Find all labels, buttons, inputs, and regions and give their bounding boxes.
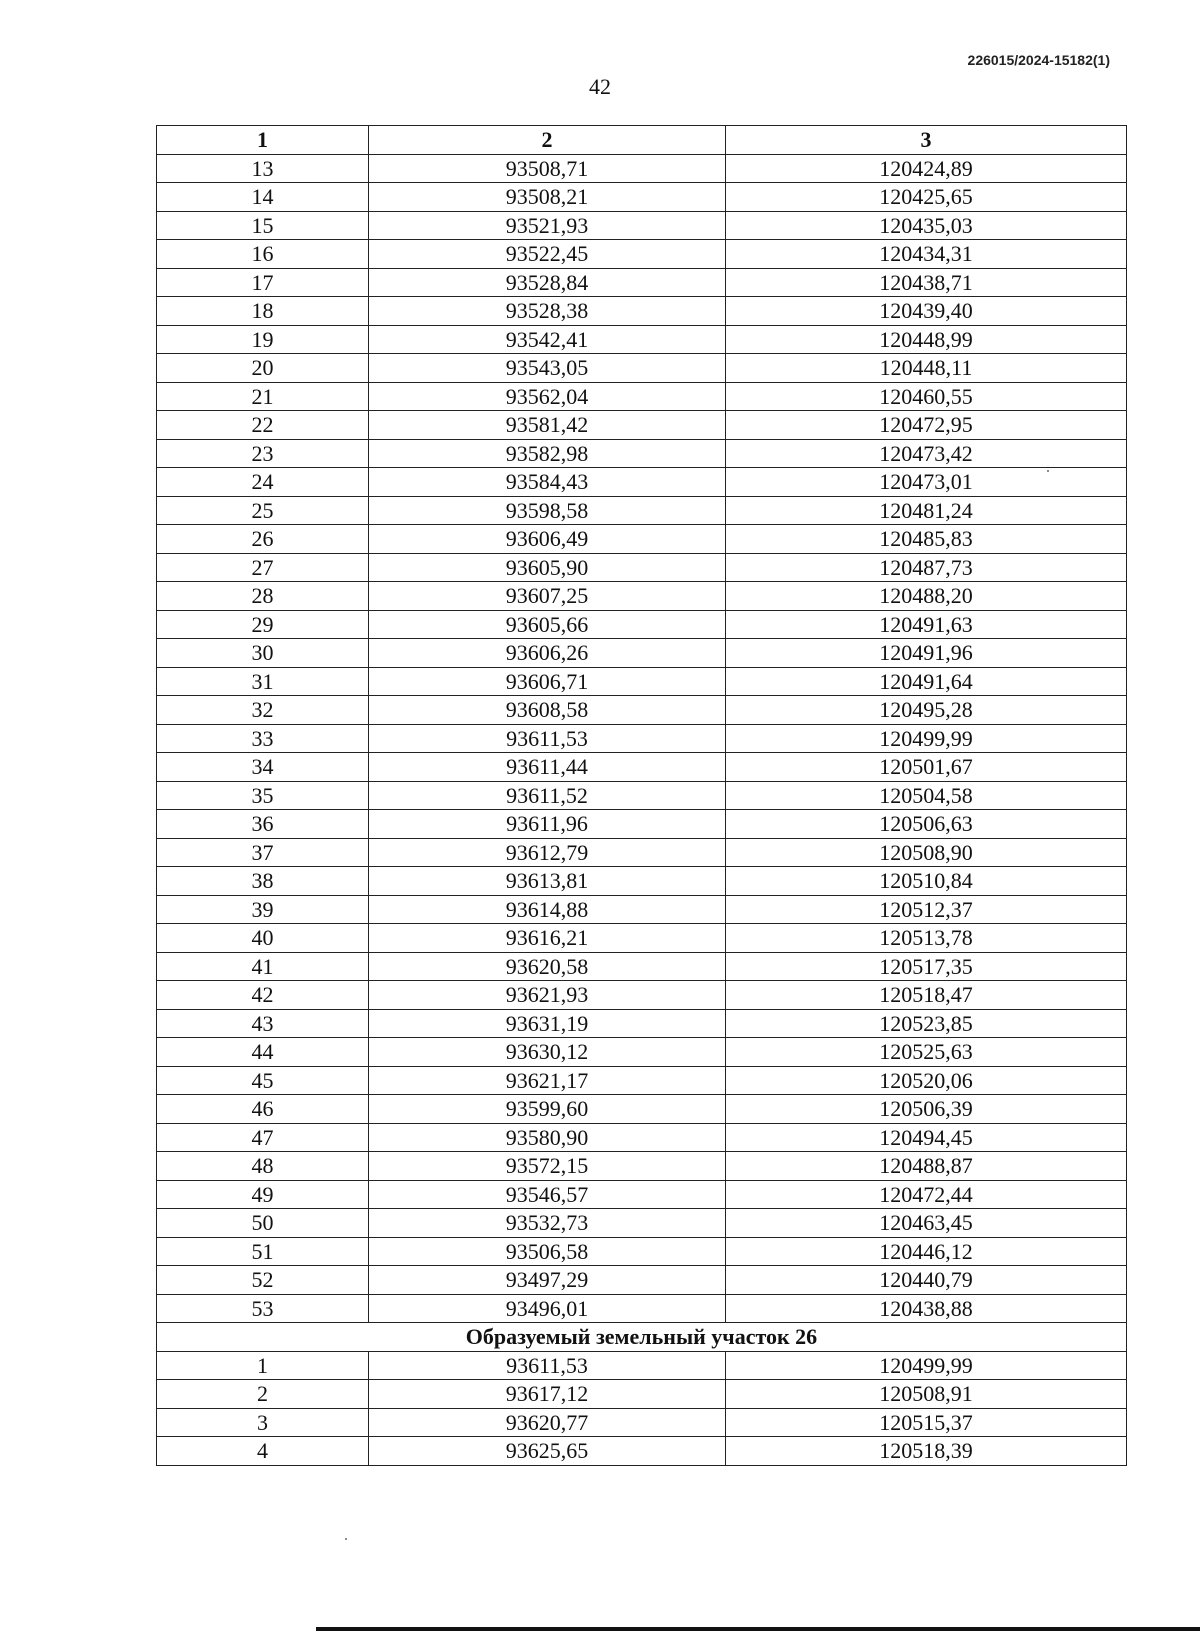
point-number-cell: 2 bbox=[157, 1380, 369, 1409]
point-number-cell: 48 bbox=[157, 1152, 369, 1181]
point-number-cell: 52 bbox=[157, 1266, 369, 1295]
y-coordinate-cell: 120523,85 bbox=[726, 1009, 1127, 1038]
table-row bbox=[157, 1038, 1127, 1067]
y-coordinate-cell: 120481,24 bbox=[726, 496, 1127, 525]
y-coordinate-cell: 120488,20 bbox=[726, 582, 1127, 611]
table-row bbox=[157, 1066, 1127, 1095]
x-coordinate-cell: 93562,04 bbox=[369, 382, 726, 411]
x-coordinate-cell: 93528,84 bbox=[369, 268, 726, 297]
point-number-cell: 13 bbox=[157, 154, 369, 183]
point-number-cell: 1 bbox=[157, 1351, 369, 1380]
table-row bbox=[157, 154, 1127, 183]
x-coordinate-cell: 93496,01 bbox=[369, 1294, 726, 1323]
y-coordinate-cell: 120491,64 bbox=[726, 667, 1127, 696]
y-coordinate-cell: 120488,87 bbox=[726, 1152, 1127, 1181]
y-coordinate-cell: 120491,63 bbox=[726, 610, 1127, 639]
x-coordinate-cell: 93605,66 bbox=[369, 610, 726, 639]
x-coordinate-cell: 93608,58 bbox=[369, 696, 726, 725]
x-coordinate-cell: 93606,49 bbox=[369, 525, 726, 554]
table-row bbox=[157, 582, 1127, 611]
point-number-cell: 15 bbox=[157, 211, 369, 240]
point-number-cell: 19 bbox=[157, 325, 369, 354]
x-coordinate-cell: 93620,58 bbox=[369, 952, 726, 981]
y-coordinate-cell: 120510,84 bbox=[726, 867, 1127, 896]
y-coordinate-cell: 120425,65 bbox=[726, 183, 1127, 212]
x-coordinate-cell: 93625,65 bbox=[369, 1437, 726, 1466]
x-coordinate-cell: 93521,93 bbox=[369, 211, 726, 240]
table-row bbox=[157, 1095, 1127, 1124]
x-coordinate-cell: 93631,19 bbox=[369, 1009, 726, 1038]
x-coordinate-cell: 93497,29 bbox=[369, 1266, 726, 1295]
y-coordinate-cell: 120525,63 bbox=[726, 1038, 1127, 1067]
table-row bbox=[157, 1380, 1127, 1409]
point-number-cell: 14 bbox=[157, 183, 369, 212]
x-coordinate-cell: 93543,05 bbox=[369, 354, 726, 383]
table-row bbox=[157, 724, 1127, 753]
point-number-cell: 39 bbox=[157, 895, 369, 924]
point-number-cell: 49 bbox=[157, 1180, 369, 1209]
x-coordinate-cell: 93508,71 bbox=[369, 154, 726, 183]
x-coordinate-cell: 93605,90 bbox=[369, 553, 726, 582]
y-coordinate-cell: 120518,39 bbox=[726, 1437, 1127, 1466]
y-coordinate-cell: 120463,45 bbox=[726, 1209, 1127, 1238]
table-row bbox=[157, 895, 1127, 924]
x-coordinate-cell: 93580,90 bbox=[369, 1123, 726, 1152]
point-number-cell: 34 bbox=[157, 753, 369, 782]
y-coordinate-cell: 120438,88 bbox=[726, 1294, 1127, 1323]
document-id: 226015/2024-15182(1) bbox=[967, 52, 1110, 68]
x-coordinate-cell: 93599,60 bbox=[369, 1095, 726, 1124]
y-coordinate-cell: 120515,37 bbox=[726, 1408, 1127, 1437]
table-row bbox=[157, 838, 1127, 867]
table-row bbox=[157, 1266, 1127, 1295]
table-row bbox=[157, 696, 1127, 725]
y-coordinate-cell: 120512,37 bbox=[726, 895, 1127, 924]
point-number-cell: 51 bbox=[157, 1237, 369, 1266]
table-row bbox=[157, 382, 1127, 411]
y-coordinate-cell: 120472,44 bbox=[726, 1180, 1127, 1209]
y-coordinate-cell: 120499,99 bbox=[726, 1351, 1127, 1380]
y-coordinate-cell: 120518,47 bbox=[726, 981, 1127, 1010]
x-coordinate-cell: 93616,21 bbox=[369, 924, 726, 953]
point-number-cell: 37 bbox=[157, 838, 369, 867]
x-coordinate-cell: 93606,71 bbox=[369, 667, 726, 696]
table-row bbox=[157, 810, 1127, 839]
x-coordinate-cell: 93611,53 bbox=[369, 724, 726, 753]
y-coordinate-cell: 120506,63 bbox=[726, 810, 1127, 839]
point-number-cell: 40 bbox=[157, 924, 369, 953]
point-number-cell: 16 bbox=[157, 240, 369, 269]
point-number-cell: 26 bbox=[157, 525, 369, 554]
point-number-cell: 20 bbox=[157, 354, 369, 383]
point-number-cell: 31 bbox=[157, 667, 369, 696]
table-row bbox=[157, 1408, 1127, 1437]
table-row bbox=[157, 240, 1127, 269]
x-coordinate-cell: 93584,43 bbox=[369, 468, 726, 497]
table-row bbox=[157, 867, 1127, 896]
x-coordinate-cell: 93546,57 bbox=[369, 1180, 726, 1209]
x-coordinate-cell: 93613,81 bbox=[369, 867, 726, 896]
table-row bbox=[157, 211, 1127, 240]
y-coordinate-cell: 120520,06 bbox=[726, 1066, 1127, 1095]
page-number: 42 bbox=[589, 74, 611, 99]
y-coordinate-cell: 120439,40 bbox=[726, 297, 1127, 326]
table-row bbox=[157, 1180, 1127, 1209]
x-coordinate-cell: 93522,45 bbox=[369, 240, 726, 269]
table-row bbox=[157, 753, 1127, 782]
x-coordinate-cell: 93581,42 bbox=[369, 411, 726, 440]
y-coordinate-cell: 120504,58 bbox=[726, 781, 1127, 810]
x-coordinate-cell: 93612,79 bbox=[369, 838, 726, 867]
table-row bbox=[157, 1209, 1127, 1238]
table-row bbox=[157, 1437, 1127, 1466]
point-number-cell: 53 bbox=[157, 1294, 369, 1323]
x-coordinate-cell: 93614,88 bbox=[369, 895, 726, 924]
table-row bbox=[157, 297, 1127, 326]
x-coordinate-cell: 93611,52 bbox=[369, 781, 726, 810]
table-row bbox=[157, 268, 1127, 297]
table-row bbox=[157, 411, 1127, 440]
point-number-cell: 29 bbox=[157, 610, 369, 639]
table-row bbox=[157, 354, 1127, 383]
y-coordinate-cell: 120473,42 bbox=[726, 439, 1127, 468]
table-row bbox=[157, 639, 1127, 668]
point-number-cell: 25 bbox=[157, 496, 369, 525]
y-coordinate-cell: 120438,71 bbox=[726, 268, 1127, 297]
y-coordinate-cell: 120506,39 bbox=[726, 1095, 1127, 1124]
x-coordinate-cell: 93621,93 bbox=[369, 981, 726, 1010]
table-row bbox=[157, 1351, 1127, 1380]
x-coordinate-cell: 93528,38 bbox=[369, 297, 726, 326]
point-number-cell: 43 bbox=[157, 1009, 369, 1038]
x-coordinate-cell: 93630,12 bbox=[369, 1038, 726, 1067]
table-row bbox=[157, 325, 1127, 354]
column-header-2: 2 bbox=[369, 126, 726, 155]
y-coordinate-cell: 120472,95 bbox=[726, 411, 1127, 440]
x-coordinate-cell: 93611,53 bbox=[369, 1351, 726, 1380]
point-number-cell: 35 bbox=[157, 781, 369, 810]
point-number-cell: 45 bbox=[157, 1066, 369, 1095]
x-coordinate-cell: 93621,17 bbox=[369, 1066, 726, 1095]
y-coordinate-cell: 120513,78 bbox=[726, 924, 1127, 953]
y-coordinate-cell: 120508,91 bbox=[726, 1380, 1127, 1409]
table-row bbox=[157, 1009, 1127, 1038]
x-coordinate-cell: 93607,25 bbox=[369, 582, 726, 611]
y-coordinate-cell: 120495,28 bbox=[726, 696, 1127, 725]
table-row bbox=[157, 952, 1127, 981]
section-title-row bbox=[157, 1323, 1127, 1352]
x-coordinate-cell: 93606,26 bbox=[369, 639, 726, 668]
coordinates-table bbox=[156, 125, 1127, 1466]
y-coordinate-cell: 120435,03 bbox=[726, 211, 1127, 240]
point-number-cell: 44 bbox=[157, 1038, 369, 1067]
table-row bbox=[157, 183, 1127, 212]
x-coordinate-cell: 93508,21 bbox=[369, 183, 726, 212]
point-number-cell: 27 bbox=[157, 553, 369, 582]
table-row bbox=[157, 1237, 1127, 1266]
y-coordinate-cell: 120517,35 bbox=[726, 952, 1127, 981]
y-coordinate-cell: 120446,12 bbox=[726, 1237, 1127, 1266]
table-header-row bbox=[157, 126, 1127, 155]
y-coordinate-cell: 120424,89 bbox=[726, 154, 1127, 183]
y-coordinate-cell: 120491,96 bbox=[726, 639, 1127, 668]
y-coordinate-cell: 120440,79 bbox=[726, 1266, 1127, 1295]
section-title: Образуемый земельный участок 26 bbox=[157, 1323, 1127, 1352]
point-number-cell: 47 bbox=[157, 1123, 369, 1152]
table-row bbox=[157, 1294, 1127, 1323]
point-number-cell: 17 bbox=[157, 268, 369, 297]
point-number-cell: 33 bbox=[157, 724, 369, 753]
x-coordinate-cell: 93542,41 bbox=[369, 325, 726, 354]
y-coordinate-cell: 120473,01 bbox=[726, 468, 1127, 497]
point-number-cell: 42 bbox=[157, 981, 369, 1010]
point-number-cell: 22 bbox=[157, 411, 369, 440]
table-row bbox=[157, 667, 1127, 696]
point-number-cell: 4 bbox=[157, 1437, 369, 1466]
point-number-cell: 32 bbox=[157, 696, 369, 725]
x-coordinate-cell: 93620,77 bbox=[369, 1408, 726, 1437]
y-coordinate-cell: 120501,67 bbox=[726, 753, 1127, 782]
point-number-cell: 41 bbox=[157, 952, 369, 981]
point-number-cell: 46 bbox=[157, 1095, 369, 1124]
table-row bbox=[157, 468, 1127, 497]
point-number-cell: 50 bbox=[157, 1209, 369, 1238]
x-coordinate-cell: 93532,73 bbox=[369, 1209, 726, 1238]
y-coordinate-cell: 120434,31 bbox=[726, 240, 1127, 269]
column-header-3: 3 bbox=[726, 126, 1127, 155]
table-row bbox=[157, 924, 1127, 953]
x-coordinate-cell: 93506,58 bbox=[369, 1237, 726, 1266]
table-row bbox=[157, 781, 1127, 810]
point-number-cell: 3 bbox=[157, 1408, 369, 1437]
scan-edge-line bbox=[316, 1627, 1200, 1631]
y-coordinate-cell: 120508,90 bbox=[726, 838, 1127, 867]
table-row bbox=[157, 439, 1127, 468]
point-number-cell: 18 bbox=[157, 297, 369, 326]
x-coordinate-cell: 93611,44 bbox=[369, 753, 726, 782]
table-row bbox=[157, 553, 1127, 582]
table-row bbox=[157, 1123, 1127, 1152]
y-coordinate-cell: 120485,83 bbox=[726, 525, 1127, 554]
table-row bbox=[157, 981, 1127, 1010]
table-row bbox=[157, 610, 1127, 639]
table-row bbox=[157, 496, 1127, 525]
x-coordinate-cell: 93582,98 bbox=[369, 439, 726, 468]
y-coordinate-cell: 120460,55 bbox=[726, 382, 1127, 411]
x-coordinate-cell: 93598,58 bbox=[369, 496, 726, 525]
y-coordinate-cell: 120499,99 bbox=[726, 724, 1127, 753]
point-number-cell: 38 bbox=[157, 867, 369, 896]
point-number-cell: 23 bbox=[157, 439, 369, 468]
y-coordinate-cell: 120494,45 bbox=[726, 1123, 1127, 1152]
table-row bbox=[157, 525, 1127, 554]
point-number-cell: 36 bbox=[157, 810, 369, 839]
x-coordinate-cell: 93611,96 bbox=[369, 810, 726, 839]
x-coordinate-cell: 93617,12 bbox=[369, 1380, 726, 1409]
point-number-cell: 30 bbox=[157, 639, 369, 668]
y-coordinate-cell: 120448,99 bbox=[726, 325, 1127, 354]
table-row bbox=[157, 1152, 1127, 1181]
point-number-cell: 24 bbox=[157, 468, 369, 497]
column-header-1: 1 bbox=[157, 126, 369, 155]
scan-speck bbox=[345, 1538, 347, 1540]
y-coordinate-cell: 120448,11 bbox=[726, 354, 1127, 383]
y-coordinate-cell: 120487,73 bbox=[726, 553, 1127, 582]
point-number-cell: 21 bbox=[157, 382, 369, 411]
scan-speck bbox=[1047, 470, 1049, 472]
x-coordinate-cell: 93572,15 bbox=[369, 1152, 726, 1181]
point-number-cell: 28 bbox=[157, 582, 369, 611]
